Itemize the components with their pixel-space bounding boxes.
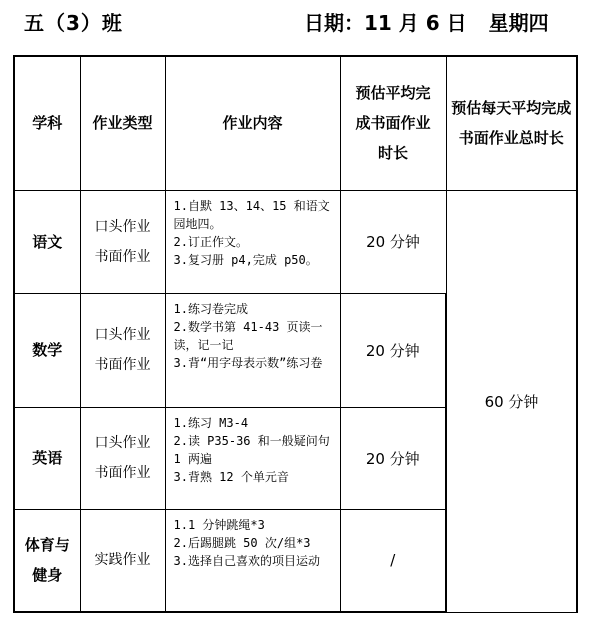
total-header-line: 书面作业总时长: [458, 129, 564, 148]
time-header-line: 时长: [377, 144, 408, 163]
date-line: [304, 7, 549, 36]
type-line: 口头作业: [94, 435, 151, 451]
type-cell: [80, 293, 165, 407]
content-item: 1.1 分钟跳绳*3: [173, 517, 265, 532]
type-line: 书面作业: [94, 465, 151, 481]
time-header-line: 预估平均完: [355, 84, 431, 103]
type-header: 作业类型: [80, 56, 165, 190]
subject-line: 体育与: [24, 536, 70, 555]
type-line: 书面作业: [94, 248, 151, 265]
time-header: [340, 56, 446, 190]
total-cell: 60 分钟: [446, 190, 577, 612]
time-cell: /: [340, 509, 446, 612]
content-item: 3.选择自己喜欢的项目运动: [173, 553, 320, 568]
type-cell: [80, 190, 165, 293]
content-item: 3.背“用字母表示数”练习卷: [173, 355, 323, 370]
content-item: 2.数学书第 41-43 页读一读，记一记: [173, 319, 323, 352]
type-line: 书面作业: [94, 357, 151, 373]
total-header: [446, 56, 577, 190]
time-header-line: 成书面作业: [355, 114, 431, 133]
type-line: 实践作业: [94, 552, 151, 569]
content-header: 作业内容: [165, 56, 340, 190]
class-title: 五（3）班: [24, 11, 123, 35]
content-item: 1.练习 M3-4: [173, 415, 249, 430]
subject-cell: 英语: [14, 407, 80, 509]
content-cell: [165, 407, 340, 509]
header-row: [14, 56, 577, 190]
content-cell: [165, 509, 340, 612]
content-item: 2.订正作文。: [173, 234, 248, 249]
type-line: 口头作业: [94, 327, 151, 343]
subject-cell: [14, 509, 80, 612]
subject-cell: 语文: [14, 190, 80, 293]
table-row: [14, 190, 577, 293]
homework-table: [13, 55, 578, 613]
type-cell: [80, 509, 165, 612]
content-item: 1.自默 13、14、15 和语文园地四。: [173, 198, 330, 231]
type-line: 口头作业: [94, 218, 151, 235]
content-item: 2.读 P35-36 和一般疑问句 1 两遍: [173, 433, 330, 466]
total-header-line: 预估每天平均完成: [451, 99, 572, 118]
content-item: 3.复习册 p4,完成 p50。: [173, 252, 318, 267]
time-cell: 20 分钟: [340, 293, 446, 407]
content-item: 2.后踢腿跳 50 次/组*3: [173, 535, 311, 550]
date-text: 日期：11 月 6 日: [304, 11, 467, 35]
subject-cell: 数学: [14, 293, 80, 407]
content-item: 3.背熟 12 个单元音: [173, 469, 289, 484]
type-cell: [80, 407, 165, 509]
subject-header: 学科: [14, 56, 80, 190]
time-cell: 20 分钟: [340, 190, 446, 293]
content-cell: [165, 293, 340, 407]
subject-line: 健身: [32, 566, 63, 585]
time-cell: 20 分钟: [340, 407, 446, 509]
weekday-text: 星期四: [488, 11, 549, 35]
content-item: 1.练习卷完成: [173, 301, 248, 316]
content-cell: [165, 190, 340, 293]
